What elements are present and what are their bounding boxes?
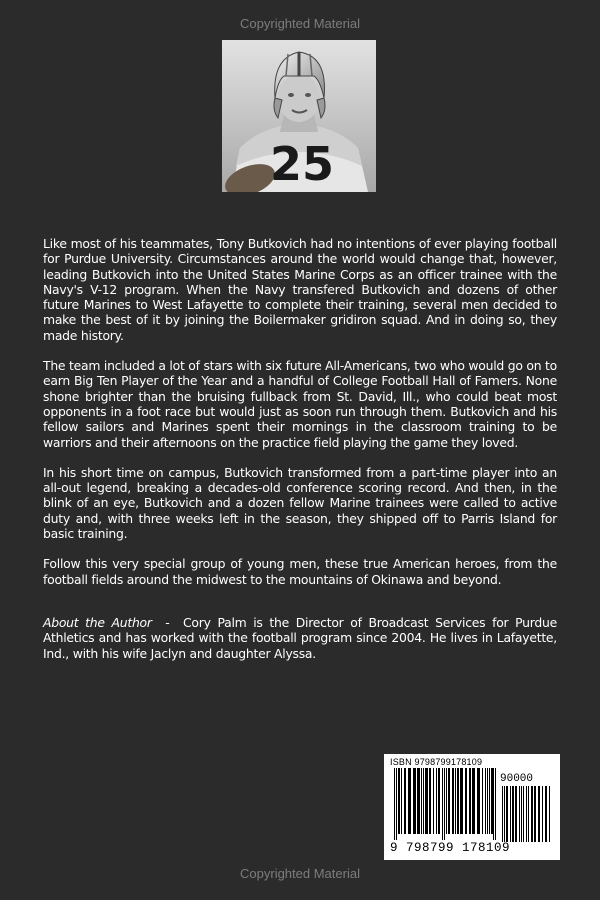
barcode-bar bbox=[493, 768, 494, 840]
barcode-bar bbox=[521, 786, 522, 842]
barcode-bar bbox=[531, 786, 533, 842]
barcode-bar bbox=[417, 768, 420, 834]
paragraph-2: The team included a lot of stars with six future All-Americans, two who would go on to earn Big Ten Player of the Year and a handful of College Football Hall of Famers. None shone brighter than the bruising fullback from St. David, Ill., who could beat most opponents in a foot race but would just as soon run through them. Butkovich and his fellow sailors and Marines spent their mornings in the classroom training to be warriors and their afternoons on the practice field playing the game they loved. bbox=[43, 358, 557, 450]
barcode-bar bbox=[401, 768, 402, 834]
barcode-bar bbox=[495, 768, 496, 840]
about-the-author bbox=[43, 615, 557, 661]
barcode-bar bbox=[394, 768, 395, 840]
barcode-bar bbox=[433, 768, 434, 834]
barcode-bar bbox=[442, 768, 443, 840]
barcode-bar bbox=[545, 786, 547, 842]
copyright-watermark-top: Copyrighted Material bbox=[240, 16, 360, 31]
barcode-bar bbox=[413, 768, 416, 834]
player-photo bbox=[222, 40, 376, 192]
barcode-bar bbox=[469, 768, 471, 834]
jersey-number: 25 bbox=[269, 137, 335, 191]
barcode-bar bbox=[515, 786, 517, 842]
barcode-bar bbox=[506, 786, 508, 842]
barcode-bar bbox=[512, 786, 514, 842]
barcode-bar bbox=[510, 786, 511, 842]
barcode-bar bbox=[425, 768, 428, 834]
barcode-bar bbox=[423, 768, 424, 834]
barcode-bar bbox=[460, 768, 463, 834]
barcode-bar bbox=[452, 768, 454, 834]
price-code: 90000 bbox=[500, 773, 534, 785]
isbn-digits: 9 798799 178109 bbox=[390, 841, 511, 855]
author-separator: - bbox=[151, 614, 184, 630]
barcode-bar bbox=[446, 768, 447, 834]
barcode-bar bbox=[504, 786, 505, 842]
barcode-bar bbox=[538, 786, 540, 842]
barcode-bar bbox=[472, 768, 475, 834]
barcode-bar bbox=[477, 768, 480, 834]
barcode-bar bbox=[465, 768, 467, 834]
barcode-bar bbox=[398, 768, 400, 834]
barcode-bar bbox=[448, 768, 450, 834]
paragraph-1: Like most of his teammates, Tony Butkovich had no intentions of ever playing football for Purdue University. Circumstances around the world would change that, however, leading Butkovich into the United States Marine Corps as an officer trainee with the Navy's V-12 program. When the Navy transfered Butkovich and dozens of other future Marines to West Lafayette to complete their training, several men decided to make the best of it by joining the Boilermaker gridiron squad. And in doing so, they made history. bbox=[43, 236, 557, 343]
barcode-bar bbox=[487, 768, 488, 834]
author-label: About the Author bbox=[43, 614, 152, 630]
barcode-bar bbox=[396, 768, 397, 840]
barcode-bar bbox=[485, 768, 486, 834]
paragraph-4: Follow this very special group of young men, these true American heroes, from the football fields around the midwest to the mountains of Okinawa and beyond. bbox=[43, 556, 557, 587]
barcode-bar bbox=[408, 768, 411, 834]
barcode-bar bbox=[526, 786, 527, 842]
barcode-bar bbox=[436, 768, 437, 834]
back-cover-description bbox=[43, 236, 557, 676]
author-bio: Cory Palm is the Director of Broadcast Services for Purdue Athletics and has worked with the football program since 2004. He lives in Lafayette, Ind., with his wife Jaclyn and daughter Alyssa. bbox=[43, 614, 557, 661]
barcode-bar bbox=[542, 786, 543, 842]
barcode-bar bbox=[421, 768, 422, 834]
barcode-bar bbox=[482, 768, 483, 834]
barcode-bar bbox=[549, 786, 550, 842]
barcode-bar bbox=[519, 786, 520, 842]
barcode-bar bbox=[429, 768, 431, 834]
paragraph-3: In his short time on campus, Butkovich transformed from a part-time player into an all-out legend, breaking a decades-old conference scoring record. And then, in the blink of an eye, Butkovich and a dozen fellow Marine trainees were called to active duty and, with three weeks left in the season, they shipped off to Parris Island for basic training. bbox=[43, 464, 557, 542]
barcode-bar bbox=[438, 768, 440, 834]
barcode-bar bbox=[523, 786, 524, 842]
copyright-watermark-bottom: Copyrighted Material bbox=[240, 866, 360, 881]
barcode-bar bbox=[534, 786, 536, 842]
barcode-bar bbox=[457, 768, 459, 834]
barcode-bar bbox=[404, 768, 406, 834]
barcode-bar bbox=[455, 768, 456, 834]
isbn-label: ISBN 9798799178109 bbox=[390, 757, 483, 767]
barcode-bar bbox=[502, 786, 503, 842]
isbn-barcode bbox=[384, 754, 560, 860]
barcode-bar bbox=[444, 768, 445, 840]
barcode-bar bbox=[528, 786, 529, 842]
barcode-bar bbox=[489, 768, 490, 834]
